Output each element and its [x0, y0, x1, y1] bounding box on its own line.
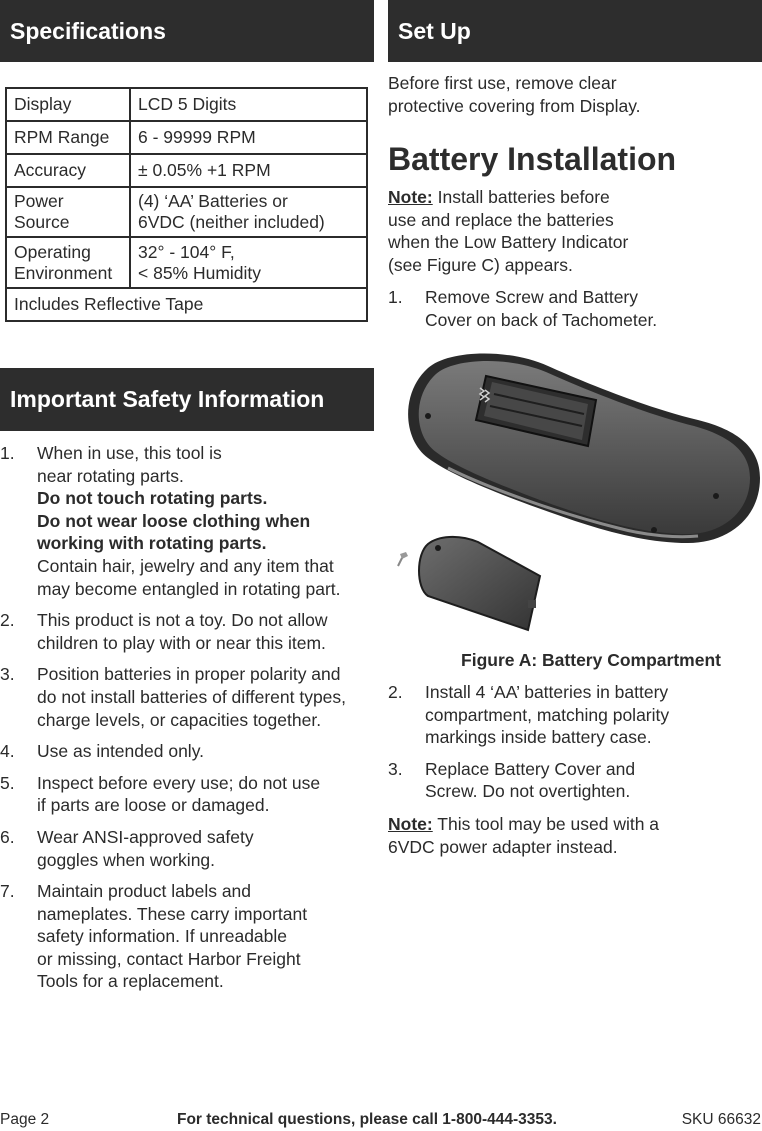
spec-row: [6, 88, 367, 121]
list-item: 1. Remove Screw and Battery Cover on back of Tachometer.: [388, 287, 658, 330]
specifications-title: Specifications: [10, 17, 166, 44]
spec-row: [6, 121, 367, 154]
safety-list: [0, 442, 374, 1002]
safety-title: Important Safety Information: [10, 386, 325, 412]
spec-row: [6, 187, 367, 237]
spec-value: (4) ‘AA’ Batteries or 6VDC (neither included): [130, 187, 367, 237]
spec-value: 6 - 99999 RPM: [130, 121, 367, 154]
setup-title: Set Up: [398, 17, 471, 44]
list-item: 4. Use as intended only.: [0, 741, 205, 762]
spec-label: Operating Environment: [6, 237, 130, 288]
technical-questions-line: For technical questions, please call 1-800-444-3353.: [177, 1111, 557, 1128]
spec-label: Power Source: [6, 187, 130, 237]
spec-label: RPM Range: [6, 121, 130, 154]
setup-intro: Before first use, remove clear protective covering from Display.: [388, 73, 641, 116]
setup-steps-second: [388, 681, 762, 812]
specifications-header: [0, 0, 374, 62]
spec-value: 32° - 104° F, < 85% Humidity: [130, 237, 367, 288]
spec-value: ± 0.05% +1 RPM: [130, 154, 367, 187]
list-item: 1. When in use, this tool is near rotating parts. Do not touch rotating parts. Do not wear loose clothing when working with rotating parts. Contain hair, jewelry and any item that may become entangled in rotating part.: [0, 443, 341, 599]
list-item: 3. Replace Battery Cover and Screw. Do not overtighten.: [388, 758, 636, 802]
spec-row: [6, 154, 367, 187]
battery-cover: [419, 537, 540, 630]
screw-icon: [398, 552, 408, 566]
spec-row: [6, 288, 367, 321]
safety-header: [0, 368, 374, 431]
list-item: 6. Wear ANSI-approved safety goggles when working.: [0, 826, 254, 870]
list-item: 3. Position batteries in proper polarity and do not install batteries of different types, charge levels, or capacities together.: [0, 664, 347, 730]
list-item: 2. This product is not a toy. Do not allow children to play with or near this item.: [0, 610, 328, 653]
spec-label: Accuracy: [6, 154, 130, 187]
page-number: Page 2: [0, 1111, 50, 1128]
spec-full-row: Includes Reflective Tape: [6, 288, 367, 321]
tachometer-body: [408, 353, 760, 543]
battery-installation-heading: Battery Installation: [388, 141, 677, 177]
figure-caption: Figure A: Battery Compartment: [461, 650, 721, 670]
note-power-adapter: Note: This tool may be used with a 6VDC power adapter instead.: [388, 814, 660, 857]
spec-label: Display: [6, 88, 130, 121]
list-item: 5. Inspect before every use; do not use if parts are loose or damaged.: [0, 772, 321, 816]
spec-row: [6, 237, 367, 288]
spec-value: LCD 5 Digits: [130, 88, 367, 121]
specifications-table: [5, 87, 368, 322]
setup-header: [388, 0, 762, 62]
sku-number: SKU 66632: [681, 1111, 761, 1128]
list-item: 2. Install 4 ‘AA’ batteries in battery compartment, matching polarity markings inside battery case.: [388, 682, 670, 748]
note-before-install: Note: Install batteries before use and replace the batteries when the Low Battery Indicator (see Figure C) appears.: [388, 187, 629, 275]
list-item: 7. Maintain product labels and nameplates. These carry important safety information. If unreadable or missing, contact Harbor Freight Tools for a replacement.: [0, 881, 308, 992]
setup-steps-first: [388, 286, 762, 340]
battery-compartment-figure: [388, 348, 762, 638]
